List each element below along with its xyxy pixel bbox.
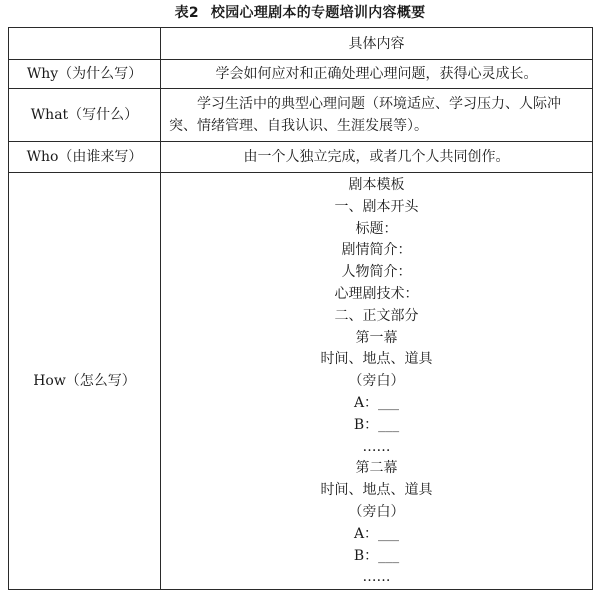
row-label-how: How（怎么写） (9, 173, 161, 590)
template-line: 剧情简介： (341, 242, 412, 259)
table-caption (0, 3, 600, 23)
row-content-how (161, 173, 593, 590)
row-content-who: 由一个人独立完成，或者几个人共同创作。 (161, 142, 593, 173)
table-row-what (9, 89, 593, 142)
table-number: 表2 (174, 5, 199, 21)
template-line: B：___ (353, 416, 400, 433)
training-content-table (8, 27, 593, 590)
template-line: …… (362, 438, 391, 455)
template-line: 时间、地点、道具 (320, 482, 433, 499)
template-line: 剧本模板 (348, 177, 405, 193)
template-line: 人物简介： (341, 264, 412, 281)
template-line: （旁白） (348, 373, 405, 390)
row-content-why: 学会如何应对和正确处理心理问题，获得心灵成长。 (161, 60, 593, 89)
header-cell-empty (9, 28, 161, 60)
template-line: A：___ (353, 394, 400, 411)
header-cell-content: 具体内容 (161, 28, 593, 60)
table-row-who (9, 142, 593, 173)
script-template (169, 173, 584, 589)
row-label-why: Why（为什么写） (9, 60, 161, 89)
template-line: 心理剧技术： (334, 285, 419, 302)
template-line: …… (362, 569, 391, 586)
row-content-what: 学习生活中的典型心理问题（环境适应、学习压力、人际冲突、情绪管理、自我认识、生涯发展等）。 (161, 89, 593, 142)
template-line: B：___ (353, 547, 400, 564)
template-line: 第一幕 (355, 329, 398, 346)
template-line: 时间、地点、道具 (320, 351, 433, 368)
template-line: 第二幕 (355, 460, 398, 477)
row-label-what: What（写什么） (9, 89, 161, 142)
template-line: （旁白） (348, 503, 405, 520)
table-row-why (9, 60, 593, 89)
template-line: A：___ (353, 525, 400, 542)
table-title: 校园心理剧本的专题培训内容概要 (210, 5, 426, 21)
template-line: 一、剧本开头 (334, 198, 419, 215)
template-line: 标题： (355, 220, 398, 237)
template-line: 二、正文部分 (334, 307, 419, 324)
table-header-row (9, 28, 593, 60)
row-label-who: Who（由谁来写） (9, 142, 161, 173)
table-row-how (9, 173, 593, 590)
